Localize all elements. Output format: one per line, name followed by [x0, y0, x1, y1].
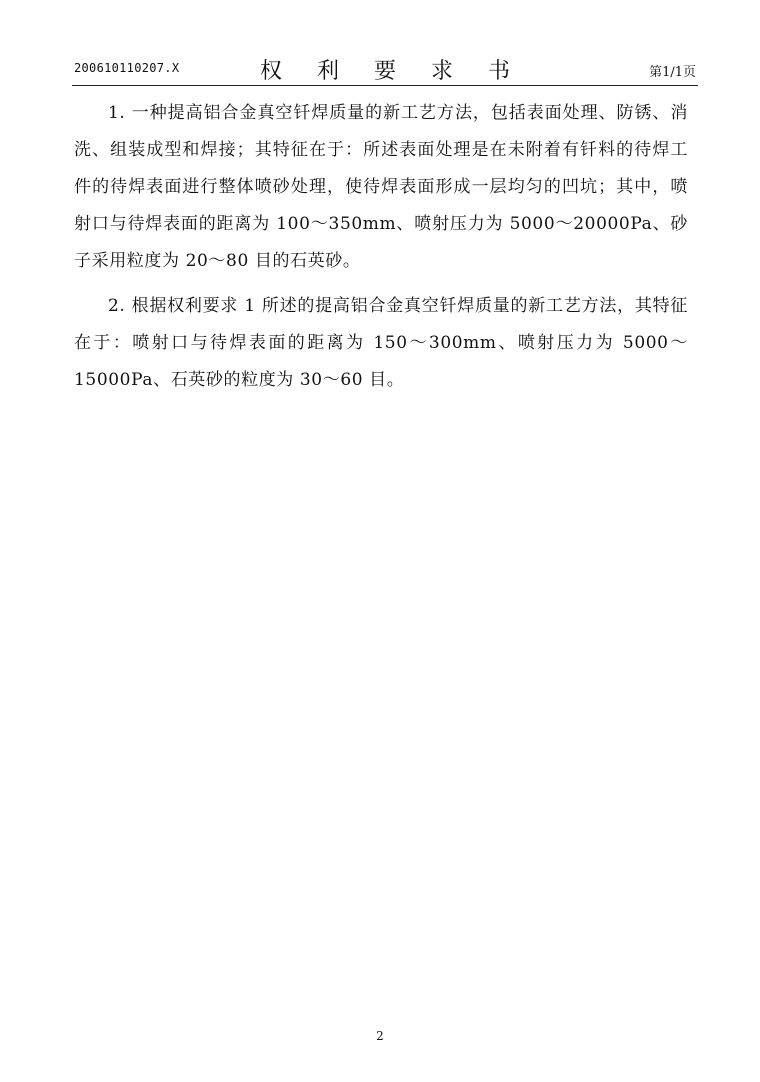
- header-divider: [72, 85, 698, 86]
- claim-2: 2. 根据权利要求 1 所述的提高铝合金真空钎焊质量的新工艺方法，其特征在于：喷射口与待焊表面的距离为 150～300mm、喷射压力为 5000～15000Pa、石英砂的粒度为 30～60 目。: [74, 296, 688, 390]
- page-indicator: 第1/1页: [649, 65, 696, 80]
- claims-body: [74, 95, 688, 407]
- page-header: [74, 52, 696, 82]
- application-number: 200610110207.X: [74, 61, 180, 75]
- page-number: 2: [376, 1029, 384, 1043]
- document-title: 权 利 要 求 书: [260, 59, 524, 84]
- claim-1: 1. 一种提高铝合金真空钎焊质量的新工艺方法，包括表面处理、防锈、消洗、组装成型和焊接；其特征在于：所述表面处理是在未附着有钎料的待焊工件的待焊表面进行整体喷砂处理，使待焊表面形成一层均匀的凹坑；其中，喷射口与待焊表面的距离为 100～350mm、喷射压力为 5000～20000Pa、砂子采用粒度为 20～80 目的石英砂。: [74, 103, 688, 271]
